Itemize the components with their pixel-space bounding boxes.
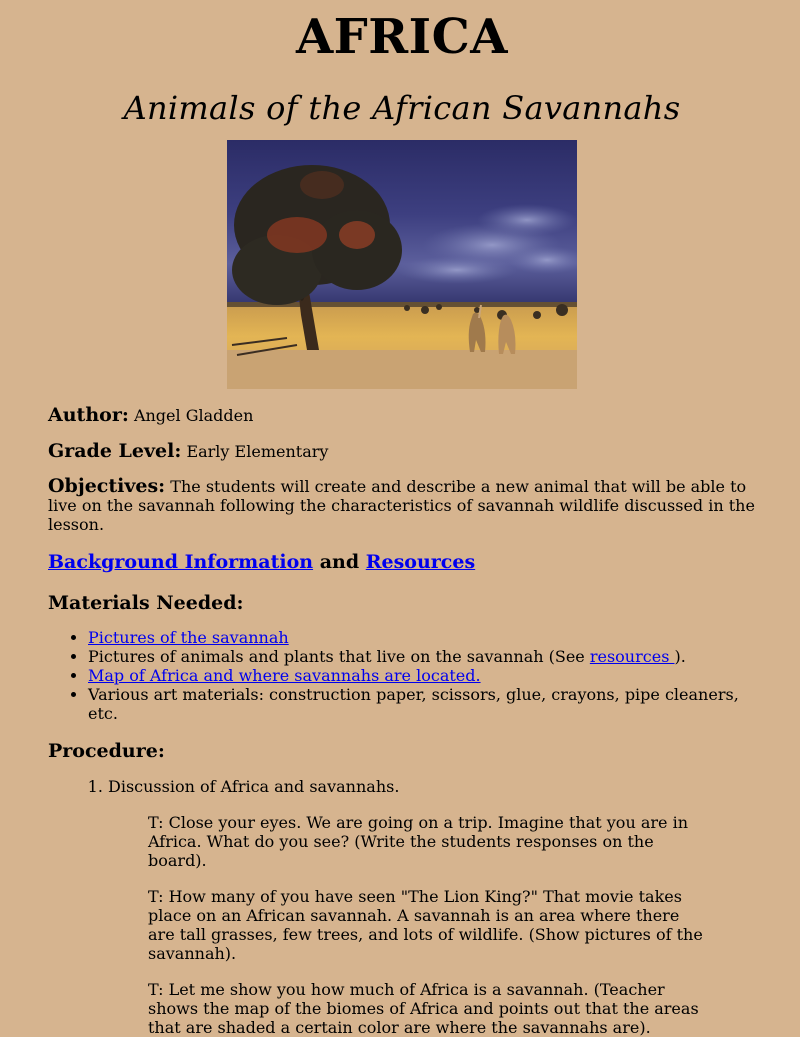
teacher-dialog: T: Let me show you how much of Africa is a savannah. (Teacher shows the map of the biomes of Africa and points out that the areas that are shaded a certain color are where the savannahs are). [148, 980, 699, 1037]
resources-link[interactable]: Resources [365, 551, 476, 573]
procedure-step [108, 777, 756, 1037]
list-item-text: Pictures of animals and plants that live on the savannah (See [88, 647, 590, 666]
savannah-image-graphic [227, 140, 577, 389]
list-item-text: ). [674, 647, 686, 666]
and-text: and [319, 551, 360, 573]
pictures-of-savannah-link[interactable]: Pictures of the savannah [88, 628, 289, 647]
background-information-link[interactable]: Background Information [48, 551, 314, 573]
teacher-dialog: T: How many of you have seen "The Lion King?" That movie takes place on an African savannah. A savannah is an area where there are tall grasses, few trees, and lots of wildlife. (Show pictures of the savannah). [148, 887, 703, 963]
resources-inline-link[interactable]: resources [589, 647, 675, 666]
objectives-field [48, 477, 756, 534]
list-item [88, 647, 756, 666]
procedure-list [48, 777, 756, 1037]
teacher-dialog: T: Close your eyes. We are going on a trip. Imagine that you are in Africa. What do you see? (Write the students responses on the board). [148, 813, 688, 870]
page-subtitle: Animals of the African Savannahs [123, 89, 681, 127]
grade-level-value: Early Elementary [186, 442, 329, 461]
savannah-lions-image [227, 140, 577, 389]
grade-level-label: Grade Level: [48, 440, 182, 462]
author-value: Angel Gladden [133, 406, 254, 425]
materials-heading: Materials Needed: [48, 592, 244, 614]
objectives-value: The students will create and describe a new animal that will be able to live on the savannah following the characteristics of savannah wildlife discussed in the lesson. [48, 477, 755, 534]
objectives-label: Objectives: [48, 475, 166, 497]
list-item [88, 666, 756, 685]
procedure-step-text: Discussion of Africa and savannahs. [108, 777, 400, 796]
grade-level-field [48, 442, 756, 461]
background-resources-links [48, 551, 756, 573]
map-of-africa-link[interactable]: Map of Africa and where savannahs are located. [88, 666, 481, 685]
page-title: AFRICA [295, 9, 509, 65]
list-item [88, 685, 756, 723]
list-item [88, 628, 756, 647]
materials-list [48, 628, 756, 723]
hero-image-container [48, 140, 756, 390]
author-label: Author: [48, 404, 129, 426]
author-field [48, 406, 756, 425]
procedure-heading: Procedure: [48, 740, 165, 762]
list-item-text: Various art materials: construction paper, scissors, glue, crayons, pipe cleaners, etc. [88, 685, 739, 723]
